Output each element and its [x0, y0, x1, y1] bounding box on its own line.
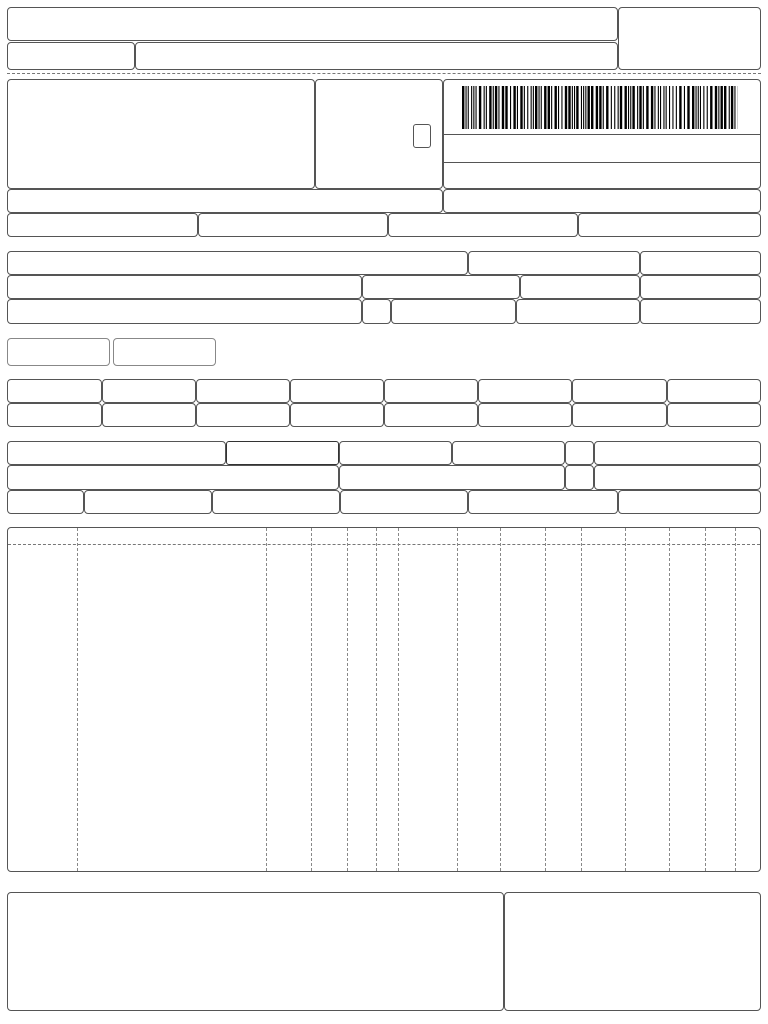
carrier-state-registration-box — [594, 465, 761, 490]
barcode-bar — [643, 86, 644, 129]
barcode-bar — [696, 86, 697, 129]
barcode-bar — [620, 86, 622, 129]
barcode-bar — [524, 86, 525, 129]
barcode-bar — [734, 86, 735, 129]
barcode-bar — [541, 86, 542, 129]
invoice-installment-box — [113, 338, 216, 366]
invoice-total-box — [667, 403, 761, 427]
barcode-bar — [724, 86, 726, 129]
barcode-bar — [637, 86, 638, 129]
barcode-bar — [672, 86, 673, 129]
barcode-bar — [495, 86, 497, 129]
barcode-bar — [606, 86, 608, 129]
entry-exit-indicator-checkbox[interactable] — [413, 124, 431, 148]
barcode-bar — [651, 86, 653, 129]
barcode-bar — [687, 86, 689, 129]
freight-value-box — [7, 403, 102, 427]
barcode-bar — [676, 86, 677, 129]
items-column-divider — [457, 528, 458, 871]
items-column-divider — [581, 528, 582, 871]
barcode-bar — [581, 86, 582, 129]
barcode-bar — [551, 86, 552, 129]
barcode-bar — [731, 86, 733, 129]
municipal-registration-box — [388, 213, 578, 237]
barcode-bar — [654, 86, 655, 129]
receipt-date-box — [7, 42, 135, 70]
discount-box — [196, 403, 290, 427]
other-expenses-box — [290, 403, 384, 427]
barcode-bar — [603, 86, 604, 129]
barcode-bar — [628, 86, 629, 129]
barcode-bar — [539, 86, 540, 129]
state-registration-substitute-box — [198, 213, 388, 237]
authorization-protocol-box — [443, 189, 761, 213]
barcode-bar — [473, 86, 474, 129]
receipt-declaration-box — [7, 7, 618, 41]
items-column-divider — [77, 528, 78, 871]
barcode-bar — [498, 86, 499, 129]
barcode-bar — [468, 86, 469, 129]
barcode-bar — [555, 86, 557, 129]
barcode-bar — [718, 86, 719, 129]
barcode-bar — [513, 86, 515, 129]
carrier-cnpj-box — [594, 441, 761, 465]
barcode-bar — [517, 86, 518, 129]
nature-of-operation-box — [7, 189, 443, 213]
carrier-name-box — [7, 441, 226, 465]
vehicle-state-box — [565, 441, 594, 465]
import-tax-box — [384, 379, 478, 403]
items-column-divider — [266, 528, 267, 871]
barcode-bar — [520, 86, 522, 129]
barcode-bar — [698, 86, 699, 129]
items-column-divider — [500, 528, 501, 871]
items-table-frame — [7, 527, 761, 872]
barcode-bar — [583, 86, 584, 129]
complementary-info-box — [7, 892, 504, 1011]
icms-base-box — [7, 379, 102, 403]
barcode-bar — [666, 86, 667, 129]
recipient-district-box — [362, 275, 520, 299]
receipt-nfe-number-box — [618, 7, 761, 70]
carrier-address-box — [7, 465, 339, 490]
barcode-bar — [476, 86, 477, 129]
barcode-bar — [703, 86, 704, 129]
barcode-bar — [585, 86, 586, 129]
insurance-value-box — [102, 403, 196, 427]
barcode-bar — [484, 86, 485, 129]
barcode-bar — [729, 86, 730, 129]
exit-date-box — [640, 275, 761, 299]
items-header-divider — [8, 544, 760, 545]
service-total-box — [572, 403, 667, 427]
vehicle-plate-box — [452, 441, 565, 465]
barcode-bar — [707, 86, 708, 129]
cut-line — [7, 73, 761, 74]
barcode-bar — [572, 86, 573, 129]
items-column-divider — [311, 528, 312, 871]
barcode-bar — [639, 86, 641, 129]
recipient-state-registration-box — [516, 299, 640, 324]
barcode-bar — [533, 86, 534, 129]
barcode-bar — [565, 86, 567, 129]
carrier-state-box — [565, 465, 594, 490]
recipient-name-box — [7, 251, 468, 275]
antt-code-box — [339, 441, 452, 465]
barcode-bar — [596, 86, 598, 129]
emitter-cnpj-box — [578, 213, 761, 237]
barcode-bar — [618, 86, 619, 129]
products-total-box — [667, 379, 761, 403]
gross-weight-box — [468, 490, 618, 514]
net-weight-box — [618, 490, 761, 514]
access-key-number-divider — [443, 134, 761, 135]
barcode-image — [462, 86, 738, 129]
items-column-divider — [398, 528, 399, 871]
volume-brand-box — [212, 490, 340, 514]
invoice-installment-box — [7, 338, 110, 366]
barcode-bar — [684, 86, 685, 129]
barcode-bar — [591, 86, 593, 129]
volume-species-box — [84, 490, 212, 514]
barcode-bar — [625, 86, 627, 129]
barcode-bar — [558, 86, 559, 129]
receipt-signature-box — [135, 42, 618, 70]
barcode-bar — [663, 86, 664, 129]
carrier-city-box — [339, 465, 565, 490]
barcode-bar — [548, 86, 550, 129]
barcode-bar — [614, 86, 615, 129]
emitter-identification-box — [7, 79, 315, 189]
cofins-value-box — [572, 379, 667, 403]
exit-time-box — [640, 299, 761, 324]
barcode-bar — [493, 86, 494, 129]
items-column-divider — [376, 528, 377, 871]
barcode-bar — [632, 86, 634, 129]
barcode-bar — [588, 86, 590, 129]
barcode-bar — [561, 86, 562, 129]
items-column-divider — [669, 528, 670, 871]
barcode-bar — [489, 86, 491, 129]
barcode-bar — [466, 86, 467, 129]
barcode-bar — [535, 86, 537, 129]
barcode-bar — [658, 86, 659, 129]
barcode-bar — [479, 86, 481, 129]
items-column-divider — [705, 528, 706, 871]
barcode-bar — [505, 86, 507, 129]
barcode-bar — [486, 86, 487, 129]
items-column-divider — [347, 528, 348, 871]
recipient-phone-box — [391, 299, 516, 324]
barcode-bar — [630, 86, 631, 129]
items-column-divider — [735, 528, 736, 871]
barcode-bar — [692, 86, 694, 129]
recipient-state-box — [362, 299, 391, 324]
ipi-value-box — [384, 403, 478, 427]
volume-quantity-box — [7, 490, 84, 514]
barcode-bar — [531, 86, 532, 129]
access-key-consult-divider — [443, 162, 761, 163]
barcode-bar — [510, 86, 511, 129]
recipient-zip-box — [520, 275, 640, 299]
icms-st-base-box — [196, 379, 290, 403]
barcode-bar — [574, 86, 575, 129]
icms-st-value-box — [290, 379, 384, 403]
recipient-cnpj-box — [468, 251, 640, 275]
recipient-city-box — [7, 299, 362, 324]
barcode-bar — [721, 86, 723, 129]
state-registration-box — [7, 213, 198, 237]
barcode-bar — [700, 86, 701, 129]
barcode-bar — [462, 86, 464, 129]
barcode-bar — [544, 86, 546, 129]
barcode-bar — [710, 86, 712, 129]
barcode-bar — [669, 86, 670, 129]
icms-value-box — [102, 379, 196, 403]
reserved-fisco-box — [504, 892, 761, 1011]
recipient-address-box — [7, 275, 362, 299]
barcode-bar — [568, 86, 570, 129]
freight-mode-box — [226, 441, 339, 465]
approx-taxes-box — [478, 403, 572, 427]
barcode-bar — [599, 86, 601, 129]
items-column-divider — [625, 528, 626, 871]
volume-numbering-box — [340, 490, 468, 514]
barcode-bar — [527, 86, 528, 129]
items-column-divider — [545, 528, 546, 871]
issue-date-box — [640, 251, 761, 275]
barcode-bar — [471, 86, 472, 129]
pis-value-box — [478, 379, 572, 403]
barcode-bar — [679, 86, 681, 129]
barcode-bar — [646, 86, 648, 129]
barcode-bar — [502, 86, 504, 129]
barcode-bar — [611, 86, 612, 129]
barcode-bar — [576, 86, 578, 129]
barcode-bar — [660, 86, 661, 129]
barcode-bar — [715, 86, 717, 129]
